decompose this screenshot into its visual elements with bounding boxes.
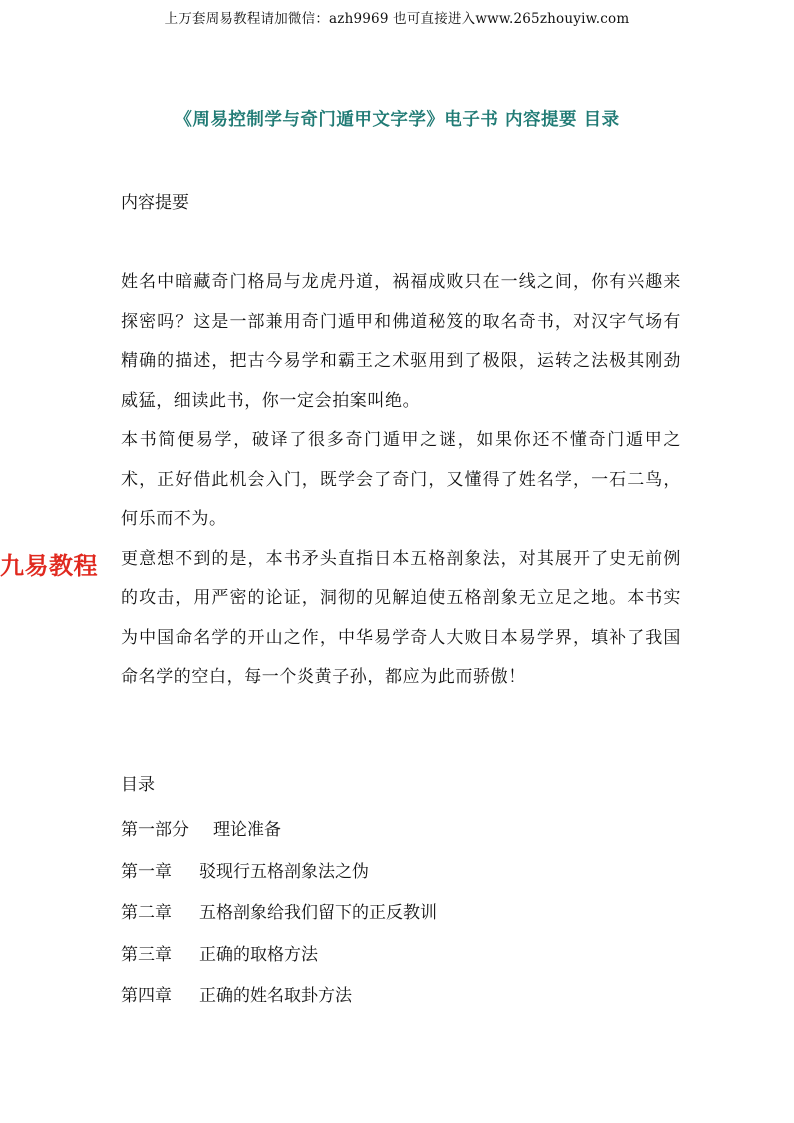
toc-item[interactable]: [121, 976, 437, 1018]
toc-item[interactable]: [121, 893, 437, 935]
toc-item-title: 五格剖象给我们留下的正反教训: [199, 903, 437, 923]
summary-heading: 内容提要: [121, 193, 189, 213]
toc-item-title: 理论准备: [213, 820, 281, 840]
document-title: 《周易控制学与奇门遁甲文字学》电子书 内容提要 目录: [174, 110, 620, 130]
promo-banner: 上万套周易教程请加微信：azh9969 也可直接进入www.265zhouyiw.com: [164, 11, 630, 27]
table-of-contents: [121, 810, 437, 1018]
toc-item-title: 正确的取格方法: [199, 944, 318, 965]
toc-item-number: 第四章: [121, 986, 172, 1006]
summary-body: [121, 263, 681, 698]
summary-paragraph: 本书简便易学，破译了很多奇门遁甲之谜，如果你还不懂奇门遁甲之术，正好借此机会入门，既学会了奇门，又懂得了姓名学，一石二鸟，何乐而不为。: [121, 430, 681, 529]
summary-paragraph: 更意想不到的是，本书矛头直指日本五格剖象法，对其展开了史无前例的攻击，用严密的论证，洞彻的见解迫使五格剖象无立足之地。本书实为中国命名学的开山之作，中华易学奇人大败日本易学界，填补了我国命名学的空白，每一个炎黄子孙，都应为此而骄傲！: [121, 548, 681, 687]
toc-item-number: 第一部分: [121, 820, 189, 840]
toc-item-title: 正确的姓名取卦方法: [199, 986, 352, 1006]
toc-heading: 目录: [121, 775, 155, 795]
toc-item-number: 第二章: [121, 903, 172, 923]
toc-item[interactable]: [121, 935, 437, 977]
toc-item[interactable]: [121, 852, 437, 894]
toc-item-title: 驳现行五格剖象法之伪: [199, 861, 369, 882]
toc-item[interactable]: [121, 810, 437, 852]
toc-item-number: 第三章: [121, 944, 172, 965]
watermark-logo: 九易教程: [0, 552, 98, 580]
toc-item-number: 第一章: [121, 861, 172, 882]
summary-paragraph: 姓名中暗藏奇门格局与龙虎丹道，祸福成败只在一线之间，你有兴趣来探密吗？这是一部兼用奇门遁甲和佛道秘笈的取名奇书，对汉字气场有精确的描述，把古今易学和霸王之术驱用到了极限，运转之法极其刚劲威猛，细读此书，你一定会拍案叫绝。: [121, 272, 681, 411]
